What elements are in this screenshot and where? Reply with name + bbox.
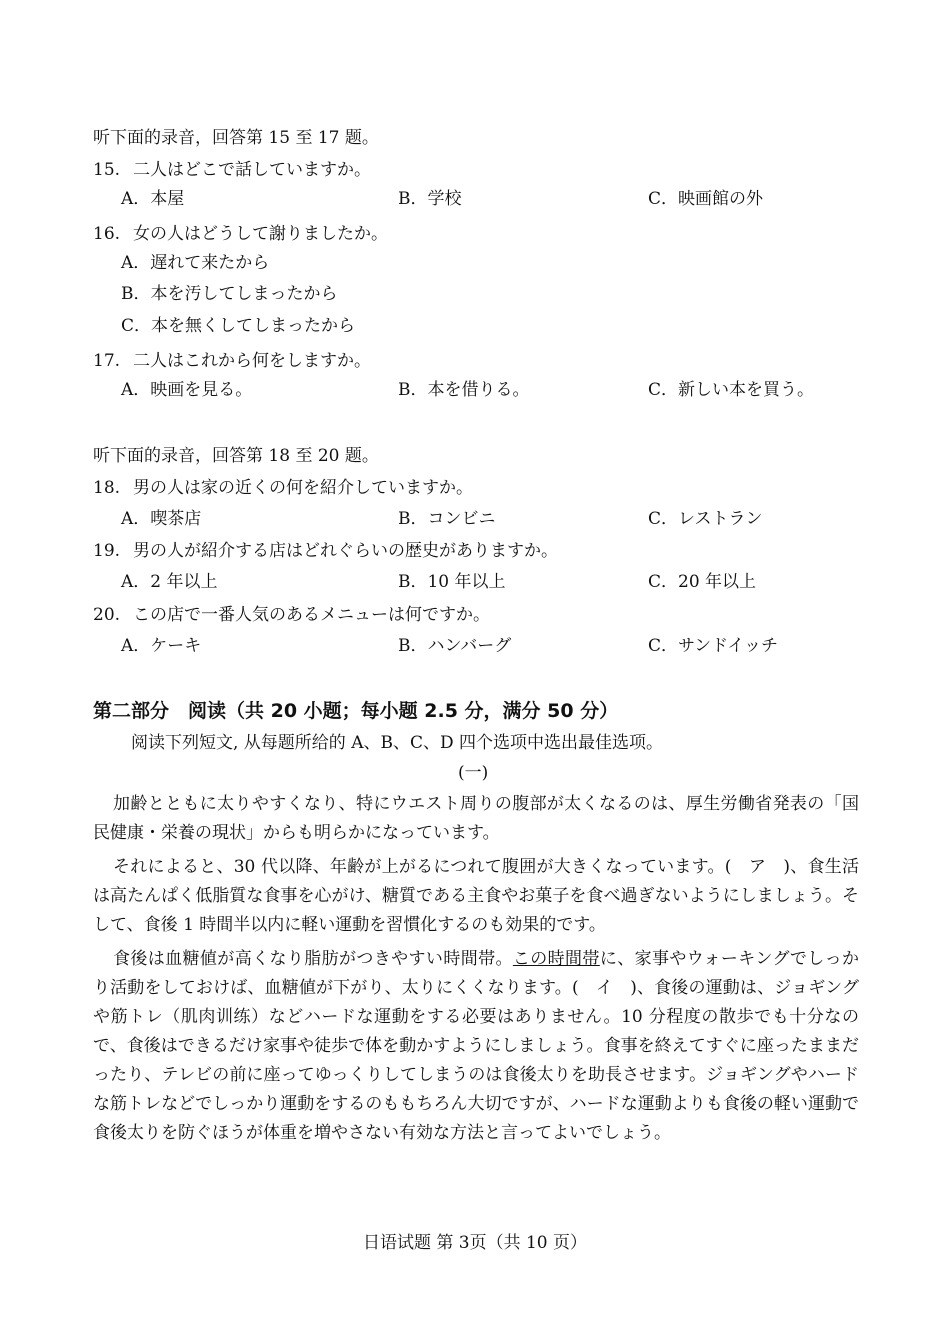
paragraph-text: それによると、30 代以降、年齢が上がるにつれて腹囲が大きくなっています。( ア )、食生活は高たんぱく低脂質な食事を心がけ、糖質である主食やお菓子を食べ過ぎないようにしましょう。そして、食後 1 時間半以内に軽い運動を習慣化するのも効果的です。 [93,857,859,935]
q15-option-a: A．本屋 [121,189,185,209]
passage-paragraph-1 [93,790,859,848]
question-number: 19. [93,541,121,561]
q16-option-c: C．本を無くしてしまったから [121,316,356,336]
q19-option-b: B．10 年以上 [398,572,506,592]
question-16 [93,222,388,246]
question-text: この店で一番人気のあるメニューは何ですか。 [133,605,490,625]
question-19 [93,539,558,563]
question-number: 20. [93,605,121,625]
listening-intro-18-20: 听下面的录音，回答第 18 至 20 题。 [93,446,379,466]
q15-option-c: C．映画館の外 [648,189,764,209]
q19-option-a: A．2 年以上 [121,572,218,592]
question-text: 男の人が紹介する店はどれぐらいの歴史がありますか。 [133,541,558,561]
q17-option-c: C．新しい本を買う。 [648,380,815,400]
passage-paragraph-3 [93,945,859,1148]
q20-option-c: C．サンドイッチ [648,636,778,656]
question-18 [93,476,473,500]
paragraph-text-before: 食後は血糖値が高くなり脂肪がつきやすい時間帯。 [113,949,513,969]
paragraph-text: 加齢とともに太りやすくなり、特にウエスト周りの腹部が太くなるのは、厚生労働省発表の「国民健康・栄養の現状」からも明らかになっています。 [93,794,859,843]
question-number: 18. [93,478,121,498]
question-number: 15. [93,160,121,180]
q20-option-b: B．ハンバーグ [398,636,512,656]
q18-option-a: A．喫茶店 [121,509,202,529]
q17-option-a: A．映画を見る。 [121,380,253,400]
q16-option-a: A．遅れて来たから [121,253,270,273]
question-number: 17. [93,351,121,371]
paragraph-text-after: に、家事やウォーキングでしっかり活動をしておけば、血糖値が下がり、太りにくくなります。( イ )、食後の運動は、ジョギングや筋トレ（肌肉训练）などハードな運動をする必要はありません。10 分程度の散歩でも十分なので、食後はできるだけ家事や徒歩で体を動かすようにしましょう。食事を終えてすぐに座ったままだったり、テレビの前に座ってゆっくりしてしまうのは食後太りを助長させます。ジョギングやハードな筋トレなどでしっかり運動をするのももちろん大切ですが、ハードな運動よりも食後の軽い運動で食後太りを防ぐほうが体重を増やさない有効な方法と言ってよいでしょう。 [93,949,860,1143]
q20-option-a: A．ケーキ [121,636,202,656]
question-15 [93,158,371,182]
question-text: 女の人はどうして謝りましたか。 [133,224,388,244]
q16-option-b: B．本を汚してしまったから [121,284,338,304]
question-20 [93,603,490,627]
q17-option-b: B．本を借りる。 [398,380,530,400]
reading-section-title: 第二部分 阅读（共 20 小题；每小题 2.5 分，满分 50 分） [93,700,619,722]
question-text: 男の人は家の近くの何を紹介していますか。 [133,478,473,498]
q15-option-b: B．学校 [398,189,462,209]
question-17 [93,349,371,373]
passage-paragraph-2 [93,853,859,940]
q18-option-c: C．レストラン [648,509,763,529]
reading-instruction: 阅读下列短文, 从每题所给的 A、B、C、D 四个选项中选出最佳选项。 [131,733,664,753]
question-text: 二人はこれから何をしますか。 [133,351,371,371]
underlined-phrase: この時間帯 [512,949,600,969]
listening-intro-15-17: 听下面的录音，回答第 15 至 17 题。 [93,128,379,148]
question-number: 16. [93,224,121,244]
q18-option-b: B．コンビニ [398,509,496,529]
page-footer: 日语试题 第 3页（共 10 页） [362,1233,588,1253]
question-text: 二人はどこで話していますか。 [133,160,371,180]
passage-label: (一) [458,763,489,783]
q19-option-c: C．20 年以上 [648,572,757,592]
